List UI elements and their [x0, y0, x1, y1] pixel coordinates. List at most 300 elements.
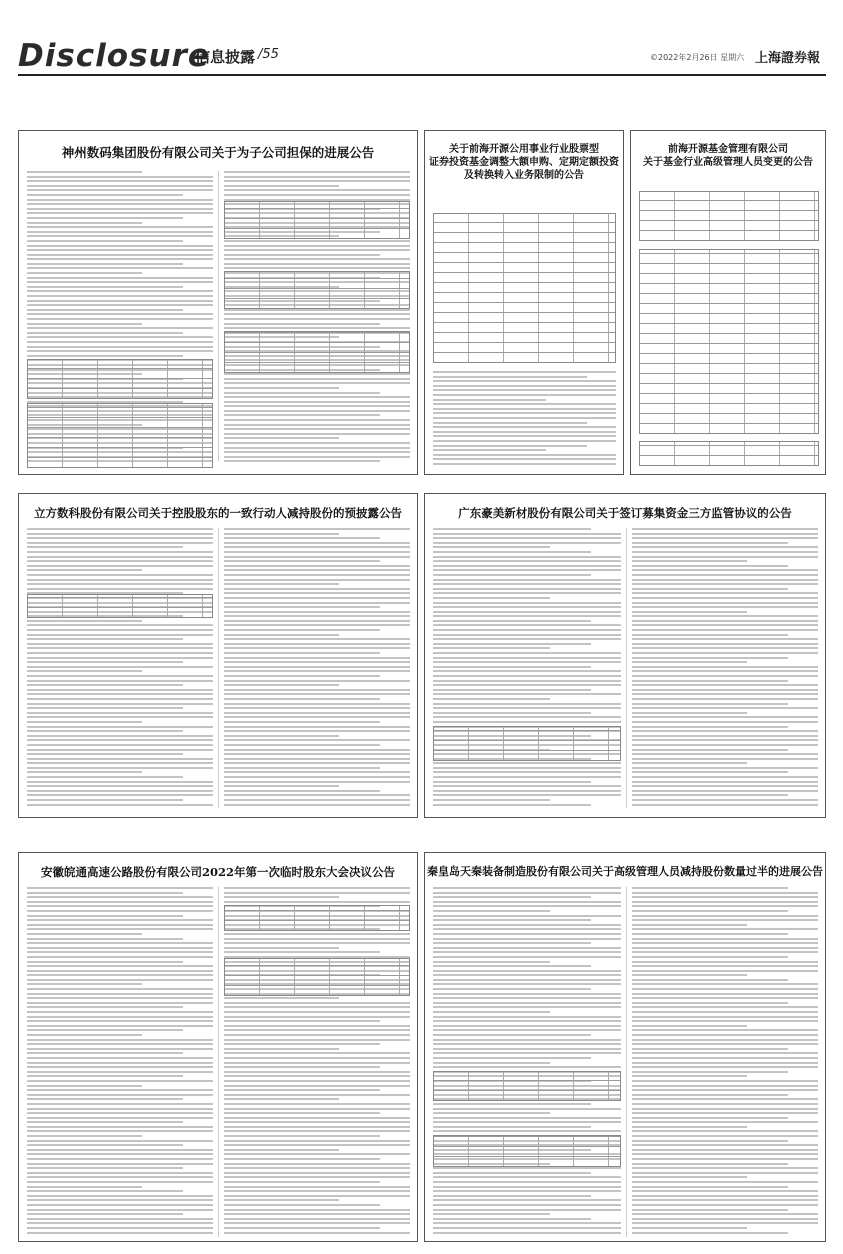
text-line: [224, 684, 339, 686]
text-line: [27, 212, 213, 214]
text-line: [27, 300, 213, 302]
text-line: [433, 597, 550, 599]
text-line: [224, 254, 380, 256]
text-line: [632, 726, 788, 728]
text-line: [433, 919, 591, 921]
text-line: [224, 1153, 410, 1155]
text-line: [224, 1025, 410, 1027]
text-line: [27, 327, 213, 329]
text-line: [433, 781, 591, 783]
text-line: [27, 693, 213, 695]
text-line: [27, 1186, 142, 1188]
text-line: [433, 712, 591, 714]
text-line: [433, 1039, 621, 1041]
text-line: [632, 1085, 818, 1087]
text-line: [433, 1227, 621, 1229]
text-line: [433, 1016, 621, 1018]
text-line: [27, 1085, 142, 1087]
text-line: [433, 933, 621, 935]
text-line: [224, 560, 380, 562]
text-line: [433, 426, 616, 428]
text-line: [224, 592, 410, 594]
voting-table: [224, 905, 410, 931]
text-line: [27, 1121, 183, 1123]
page-number: /55: [258, 47, 279, 62]
text-line: [27, 199, 213, 201]
text-line: [433, 463, 616, 465]
text-line: [433, 974, 621, 976]
article-body-right: [632, 887, 818, 1237]
article-body-left: [27, 887, 213, 1237]
text-line: [27, 933, 142, 935]
text-line: [27, 1158, 213, 1160]
text-line: [224, 602, 410, 604]
text-line: [27, 1057, 213, 1059]
text-line: [27, 776, 183, 778]
text-line: [224, 433, 410, 435]
text-line: [632, 1176, 747, 1178]
text-line: [224, 460, 380, 462]
text-line: [27, 245, 213, 247]
text-line: [224, 419, 410, 421]
text-line: [27, 974, 213, 976]
text-line: [433, 422, 587, 424]
article-anhui-expressway-egm: [18, 852, 418, 1242]
text-line: [224, 1057, 410, 1059]
article-title: 前海开源基金管理有限公司 关于基金行业高级管理人员变更的公告: [643, 144, 813, 168]
text-line: [27, 947, 213, 949]
text-line: [224, 249, 410, 251]
text-line: [433, 1066, 621, 1068]
text-line: [632, 781, 818, 783]
text-line: [27, 537, 213, 539]
text-line: [224, 258, 410, 260]
text-line: [433, 716, 621, 718]
text-line: [224, 744, 380, 746]
text-line: [224, 1227, 380, 1229]
text-line: [224, 451, 410, 453]
text-line: [632, 569, 818, 571]
text-line: [224, 901, 410, 903]
text-line: [224, 758, 410, 760]
text-line: [27, 666, 213, 668]
masthead: [0, 0, 843, 80]
text-line: [433, 910, 550, 912]
text-line: [433, 1121, 621, 1123]
text-line: [632, 1144, 818, 1146]
text-line: [27, 804, 213, 806]
fund-account-table: [433, 726, 621, 761]
text-line: [224, 1080, 410, 1082]
text-line: [632, 1048, 788, 1050]
text-line: [27, 323, 142, 325]
text-line: [224, 615, 410, 617]
text-line: [632, 901, 818, 903]
text-line: [27, 652, 213, 654]
text-line: [27, 346, 213, 348]
text-line: [27, 620, 142, 622]
text-line: [224, 569, 410, 571]
text-line: [27, 799, 183, 801]
text-line: [433, 905, 621, 907]
text-line: [433, 537, 621, 539]
text-line: [632, 1153, 818, 1155]
text-line: [632, 1108, 818, 1110]
text-line: [632, 933, 788, 935]
text-line: [433, 1025, 621, 1027]
text-line: [27, 951, 213, 953]
text-line: [27, 661, 183, 663]
text-line: [632, 1039, 818, 1041]
text-line: [224, 405, 410, 407]
article-title: 秦皇岛天秦装备制造股份有限公司关于高级管理人员减持股份数量过半的进展公告: [427, 865, 823, 878]
text-line: [224, 624, 410, 626]
text-line: [632, 956, 788, 958]
text-line: [433, 634, 621, 636]
text-line: [224, 753, 410, 755]
text-line: [632, 1080, 818, 1082]
article-title: 安徽皖通高速公路股份有限公司2022年第一次临时股东大会决议公告: [40, 865, 395, 879]
text-line: [224, 245, 410, 247]
text-line: [27, 1227, 213, 1229]
text-line: [27, 258, 213, 260]
text-line: [224, 1108, 410, 1110]
text-line: [433, 440, 616, 442]
text-line: [27, 217, 183, 219]
text-line: [27, 1117, 213, 1119]
text-line: [224, 447, 410, 449]
text-line: [224, 1167, 410, 1169]
text-line: [632, 896, 818, 898]
text-line: [224, 396, 410, 398]
text-line: [27, 560, 213, 562]
section-title: 信息披露: [195, 48, 256, 66]
text-line: [632, 546, 818, 548]
text-line: [632, 983, 818, 985]
text-line: [632, 758, 818, 760]
article-qinhuangdao-reduction: [424, 852, 826, 1242]
text-line: [224, 661, 410, 663]
text-line: [27, 235, 213, 237]
article-title: 立方数科股份有限公司关于控股股东的一致行动人减持股份的预披露公告: [34, 506, 402, 520]
text-line: [632, 583, 818, 585]
text-line: [27, 565, 213, 567]
text-line: [27, 979, 213, 981]
text-line: [27, 341, 213, 343]
text-line: [224, 442, 410, 444]
text-line: [632, 657, 788, 659]
text-line: [27, 1195, 213, 1197]
text-line: [632, 735, 818, 737]
subsidiary-table: [224, 201, 410, 239]
text-line: [433, 670, 621, 672]
text-line: [433, 887, 621, 889]
text-line: [632, 684, 818, 686]
text-line: [433, 556, 621, 558]
text-line: [632, 1117, 788, 1119]
text-line: [433, 1057, 591, 1059]
text-line: [632, 1052, 818, 1054]
text-line: [27, 1126, 213, 1128]
text-line: [27, 647, 213, 649]
text-line: [224, 546, 410, 548]
text-line: [632, 1172, 818, 1174]
text-line: [632, 1071, 788, 1073]
text-line: [27, 790, 213, 792]
text-line: [632, 670, 818, 672]
text-line: [224, 707, 410, 709]
text-line: [27, 1071, 213, 1073]
text-line: [224, 410, 410, 412]
text-line: [632, 638, 818, 640]
text-line: [224, 597, 410, 599]
text-line: [632, 615, 818, 617]
text-line: [632, 771, 788, 773]
text-line: [27, 924, 213, 926]
text-line: [27, 703, 213, 705]
text-line: [224, 703, 410, 705]
text-line: [27, 336, 213, 338]
text-line: [224, 1117, 410, 1119]
text-line: [27, 785, 213, 787]
text-line: [433, 693, 621, 695]
text-line: [27, 194, 183, 196]
text-line: [632, 689, 818, 691]
text-line: [27, 657, 213, 659]
text-line: [27, 1108, 213, 1110]
text-line: [433, 638, 621, 640]
article-body-left: [27, 528, 213, 813]
text-line: [433, 376, 587, 378]
text-line: [632, 693, 818, 695]
text-line: [433, 666, 591, 668]
text-line: [632, 1094, 788, 1096]
text-line: [224, 951, 380, 953]
text-line: [632, 565, 788, 567]
text-line: [632, 1135, 818, 1137]
text-line: [632, 915, 818, 917]
text-line: [27, 1075, 183, 1077]
text-line: [27, 240, 183, 242]
text-line: [632, 528, 818, 530]
text-line: [27, 905, 213, 907]
text-line: [224, 887, 410, 889]
text-line: [27, 997, 213, 999]
article-body-left: [433, 887, 621, 1237]
text-line: [27, 1167, 183, 1169]
text-line: [224, 1085, 410, 1087]
text-line: [27, 698, 213, 700]
text-line: [224, 579, 410, 581]
text-line: [632, 910, 788, 912]
text-line: [433, 661, 621, 663]
text-line: [433, 1006, 621, 1008]
text-line: [27, 1135, 142, 1137]
text-line: [27, 569, 142, 571]
text-line: [224, 583, 339, 585]
text-line: [433, 624, 621, 626]
text-line: [224, 1020, 380, 1022]
text-line: [632, 556, 818, 558]
text-line: [27, 1181, 213, 1183]
text-line: [27, 942, 213, 944]
text-line: [27, 226, 213, 228]
text-line: [224, 892, 410, 894]
text-line: [433, 385, 616, 387]
text-line: [632, 533, 818, 535]
text-line: [433, 762, 621, 764]
text-line: [224, 716, 410, 718]
text-line: [632, 542, 788, 544]
text-line: [224, 551, 410, 553]
text-line: [27, 222, 142, 224]
guarantee-table: [27, 359, 213, 399]
text-line: [433, 620, 591, 622]
text-line: [632, 716, 818, 718]
text-line: [224, 698, 380, 700]
text-line: [433, 1043, 621, 1045]
text-line: [632, 794, 788, 796]
text-line: [27, 762, 213, 764]
article-lifang-reduction: [18, 493, 418, 818]
text-line: [224, 1186, 410, 1188]
voting-table-2: [224, 958, 410, 996]
text-line: [433, 533, 621, 535]
article-body: [433, 371, 616, 471]
text-line: [27, 721, 142, 723]
shareholding-table: [27, 594, 213, 618]
text-line: [632, 703, 788, 705]
text-line: [632, 1016, 818, 1018]
text-line: [433, 652, 621, 654]
text-line: [27, 716, 213, 718]
text-line: [433, 1167, 621, 1169]
text-line: [433, 1172, 591, 1174]
text-line: [27, 1149, 213, 1151]
text-line: [224, 1011, 410, 1013]
text-line: [27, 970, 213, 972]
text-line: [632, 675, 818, 677]
text-line: [632, 988, 818, 990]
text-line: [433, 1199, 621, 1201]
text-line: [224, 620, 410, 622]
text-line: [27, 1039, 213, 1041]
text-line: [27, 910, 213, 912]
text-line: [433, 794, 621, 796]
text-line: [632, 1167, 818, 1169]
text-line: [433, 799, 550, 801]
text-line: [27, 551, 213, 553]
text-line: [632, 1103, 818, 1105]
text-line: [433, 445, 587, 447]
reduction-table: [433, 1071, 621, 1101]
text-line: [27, 730, 183, 732]
article-qianhai-management-change: [630, 130, 826, 475]
text-line: [433, 458, 616, 460]
text-line: [433, 993, 621, 995]
text-line: [632, 620, 818, 622]
text-line: [27, 332, 183, 334]
text-line: [224, 1218, 410, 1220]
text-line: [224, 1195, 410, 1197]
text-line: [433, 1103, 591, 1105]
text-line: [224, 606, 380, 608]
text-line: [632, 1098, 818, 1100]
text-line: [27, 1199, 213, 1201]
text-line: [27, 739, 213, 741]
text-line: [27, 753, 183, 755]
text-line: [632, 753, 818, 755]
text-line: [632, 1112, 818, 1114]
text-line: [433, 988, 591, 990]
text-line: [27, 1080, 213, 1082]
text-line: [224, 1048, 339, 1050]
text-line: [224, 1075, 410, 1077]
text-line: [224, 1144, 410, 1146]
text-line: [224, 323, 380, 325]
text-line: [27, 546, 183, 548]
text-line: [27, 1034, 142, 1036]
text-line: [27, 1112, 213, 1114]
text-line: [27, 758, 213, 760]
text-line: [433, 703, 621, 705]
text-line: [632, 965, 818, 967]
text-line: [224, 1016, 410, 1018]
text-line: [27, 313, 213, 315]
text-line: [632, 574, 818, 576]
text-line: [27, 794, 213, 796]
text-line: [632, 919, 818, 921]
text-line: [224, 675, 380, 677]
text-line: [27, 689, 213, 691]
text-line: [224, 1029, 410, 1031]
text-line: [27, 928, 213, 930]
text-line: [224, 1062, 410, 1064]
text-line: [433, 804, 591, 806]
text-line: [632, 647, 818, 649]
text-line: [224, 1149, 339, 1151]
text-line: [224, 387, 339, 389]
text-line: [224, 313, 410, 315]
article-body-right: [632, 528, 818, 813]
text-line: [224, 189, 410, 191]
text-line: [632, 887, 788, 889]
text-line: [632, 776, 818, 778]
text-line: [224, 634, 339, 636]
text-line: [224, 565, 410, 567]
text-line: [224, 1066, 380, 1068]
text-line: [433, 698, 550, 700]
text-line: [224, 1176, 410, 1178]
text-line: [632, 905, 818, 907]
article-body-right: [224, 887, 410, 1237]
text-line: [433, 629, 621, 631]
text-line: [27, 1204, 213, 1206]
text-line: [27, 176, 213, 178]
text-line: [27, 1140, 213, 1142]
text-line: [27, 263, 183, 265]
text-line: [433, 657, 621, 659]
text-line: [632, 951, 818, 953]
column-divider: [218, 887, 219, 1237]
text-line: [224, 176, 410, 178]
text-line: [27, 629, 213, 631]
article-title: 神州数码集团股份有限公司关于为子公司担保的进展公告: [61, 145, 375, 160]
text-line: [27, 712, 213, 714]
text-line: [27, 1048, 213, 1050]
text-line: [433, 647, 550, 649]
text-line: [433, 542, 621, 544]
